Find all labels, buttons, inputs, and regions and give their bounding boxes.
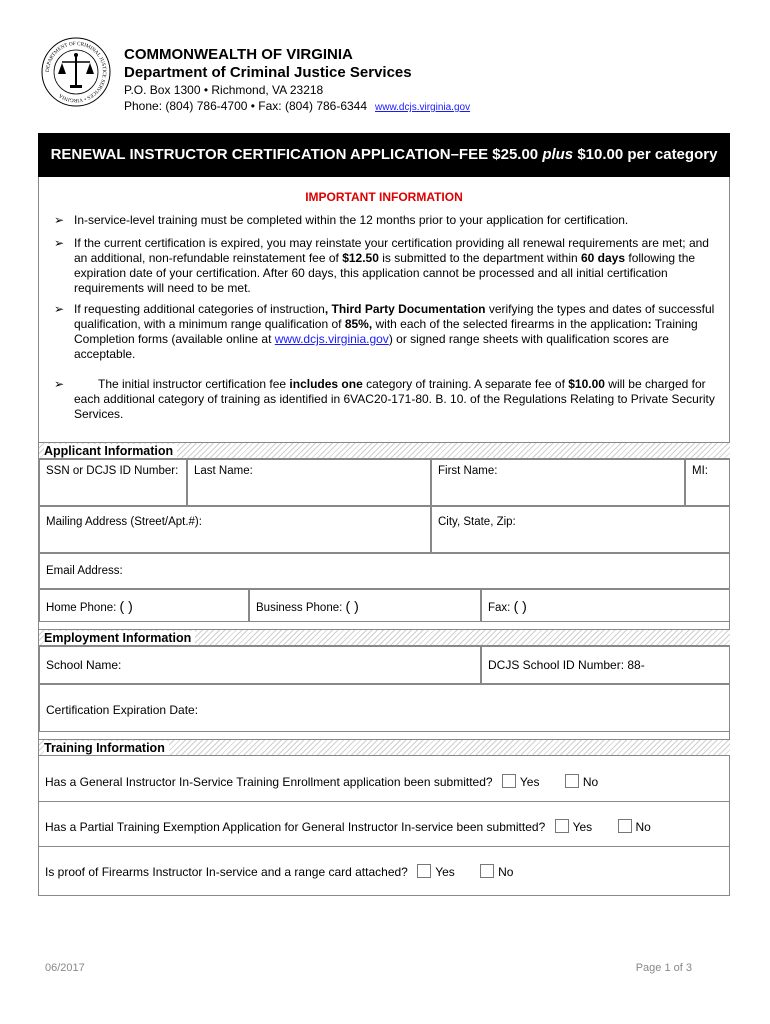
firearms-no-checkbox[interactable] [480,864,494,878]
info-bullet-2: ➢ If the current certification is expired, you may reinstate your certification providing all renewal requirements are met; and an additional, non-refundable reinstatement fee of $12.50 is submitted to the department within 60 days following the expiration date of your certification. After 60 days, this application cannot be processed and all initial certification requirements will need to be met. [54,236,709,295]
middle-initial-field[interactable]: MI: [685,459,730,506]
info-bullet-1: ➢ In-service-level training must be completed within the 12 months prior to your application for certification. [54,213,629,227]
divider [39,801,730,802]
home-phone-field[interactable]: Home Phone: ( ) [39,589,249,622]
applicant-information-header: Applicant Information [39,442,730,459]
employment-information-header: Employment Information [39,629,730,646]
firearms-yes-checkbox[interactable] [417,864,431,878]
commonwealth-title: COMMONWEALTH OF VIRGINIA [124,46,353,63]
bullet-arrow-icon: ➢ [54,377,65,391]
fax-field[interactable]: Fax: ( ) [481,589,730,622]
business-phone-field[interactable]: Business Phone: ( ) [249,589,481,622]
ssn-field[interactable]: SSN or DCJS ID Number: [39,459,187,506]
bullet-arrow-icon: ➢ [54,236,65,250]
agency-header [124,46,470,116]
partial-exemption-no-checkbox[interactable] [618,819,632,833]
mailing-address: P.O. Box 1300 • Richmond, VA 23218 [124,83,324,97]
divider [39,846,730,847]
form-title-banner: RENEWAL INSTRUCTOR CERTIFICATION APPLICATION–FEE $25.00 plus $10.00 per category [38,133,730,177]
last-name-field[interactable]: Last Name: [187,459,431,506]
dcjs-website-link[interactable]: www.dcjs.virginia.gov [274,332,389,346]
important-information-heading: IMPORTANT INFORMATION [305,190,463,204]
website-link[interactable]: www.dcjs.virginia.gov [375,102,471,113]
revision-date: 06/2017 [45,962,85,974]
general-instructor-yes-checkbox[interactable] [502,774,516,788]
info-bullet-4: ➢ The initial instructor certification fee includes one category of training. A separate fee of $10.00 will be charged for each additional category of training as identified in 6VAC20-171-80. B. 10. of the Regulations Relating to Private Security Services. [54,377,715,421]
general-instructor-question: Has a General Instructor In-Service Training Enrollment application been submitted? Yes No [45,775,599,789]
mailing-address-field[interactable]: Mailing Address (Street/Apt.#): [39,506,431,553]
school-id-field[interactable]: DCJS School ID Number: 88- [481,646,730,684]
phone-fax: Phone: (804) 786-4700 • Fax: (804) 786-6344 [124,99,368,113]
firearms-inservice-question: Is proof of Firearms Instructor In-service and a range card attached? Yes No [45,865,514,879]
school-name-field[interactable]: School Name: [39,646,481,684]
partial-exemption-question: Has a Partial Training Exemption Application for General Instructor In-service been submitted? Yes No [45,820,651,834]
training-information-header: Training Information [39,739,730,756]
page-number: Page 1 of 3 [635,962,692,974]
department-title: Department of Criminal Justice Services [124,64,412,81]
svg-text:DEPARTMENT OF CRIMINAL JUSTICE: DEPARTMENT OF CRIMINAL JUSTICE SERVICES • VIRGINIA [44,40,108,104]
bullet-arrow-icon: ➢ [54,213,65,227]
dcjs-seal [40,36,112,108]
contact-line [124,98,470,116]
bullet-arrow-icon: ➢ [54,302,65,316]
city-state-zip-field[interactable]: City, State, Zip: [431,506,730,553]
first-name-field[interactable]: First Name: [431,459,685,506]
general-instructor-no-checkbox[interactable] [565,774,579,788]
certification-expiration-field[interactable]: Certification Expiration Date: [39,684,730,732]
info-bullet-3: ➢ If requesting additional categories of instruction, Third Party Documentation verifying the types and dates of successful qualification, with a minimum range qualification of 85%, with each of the selected firearms in the application: Training Completion forms (available online at www.dcjs.virginia.gov) or signed range sheets with qualification scores are acceptable. [54,302,715,361]
partial-exemption-yes-checkbox[interactable] [555,819,569,833]
email-address-field[interactable]: Email Address: [39,553,730,589]
